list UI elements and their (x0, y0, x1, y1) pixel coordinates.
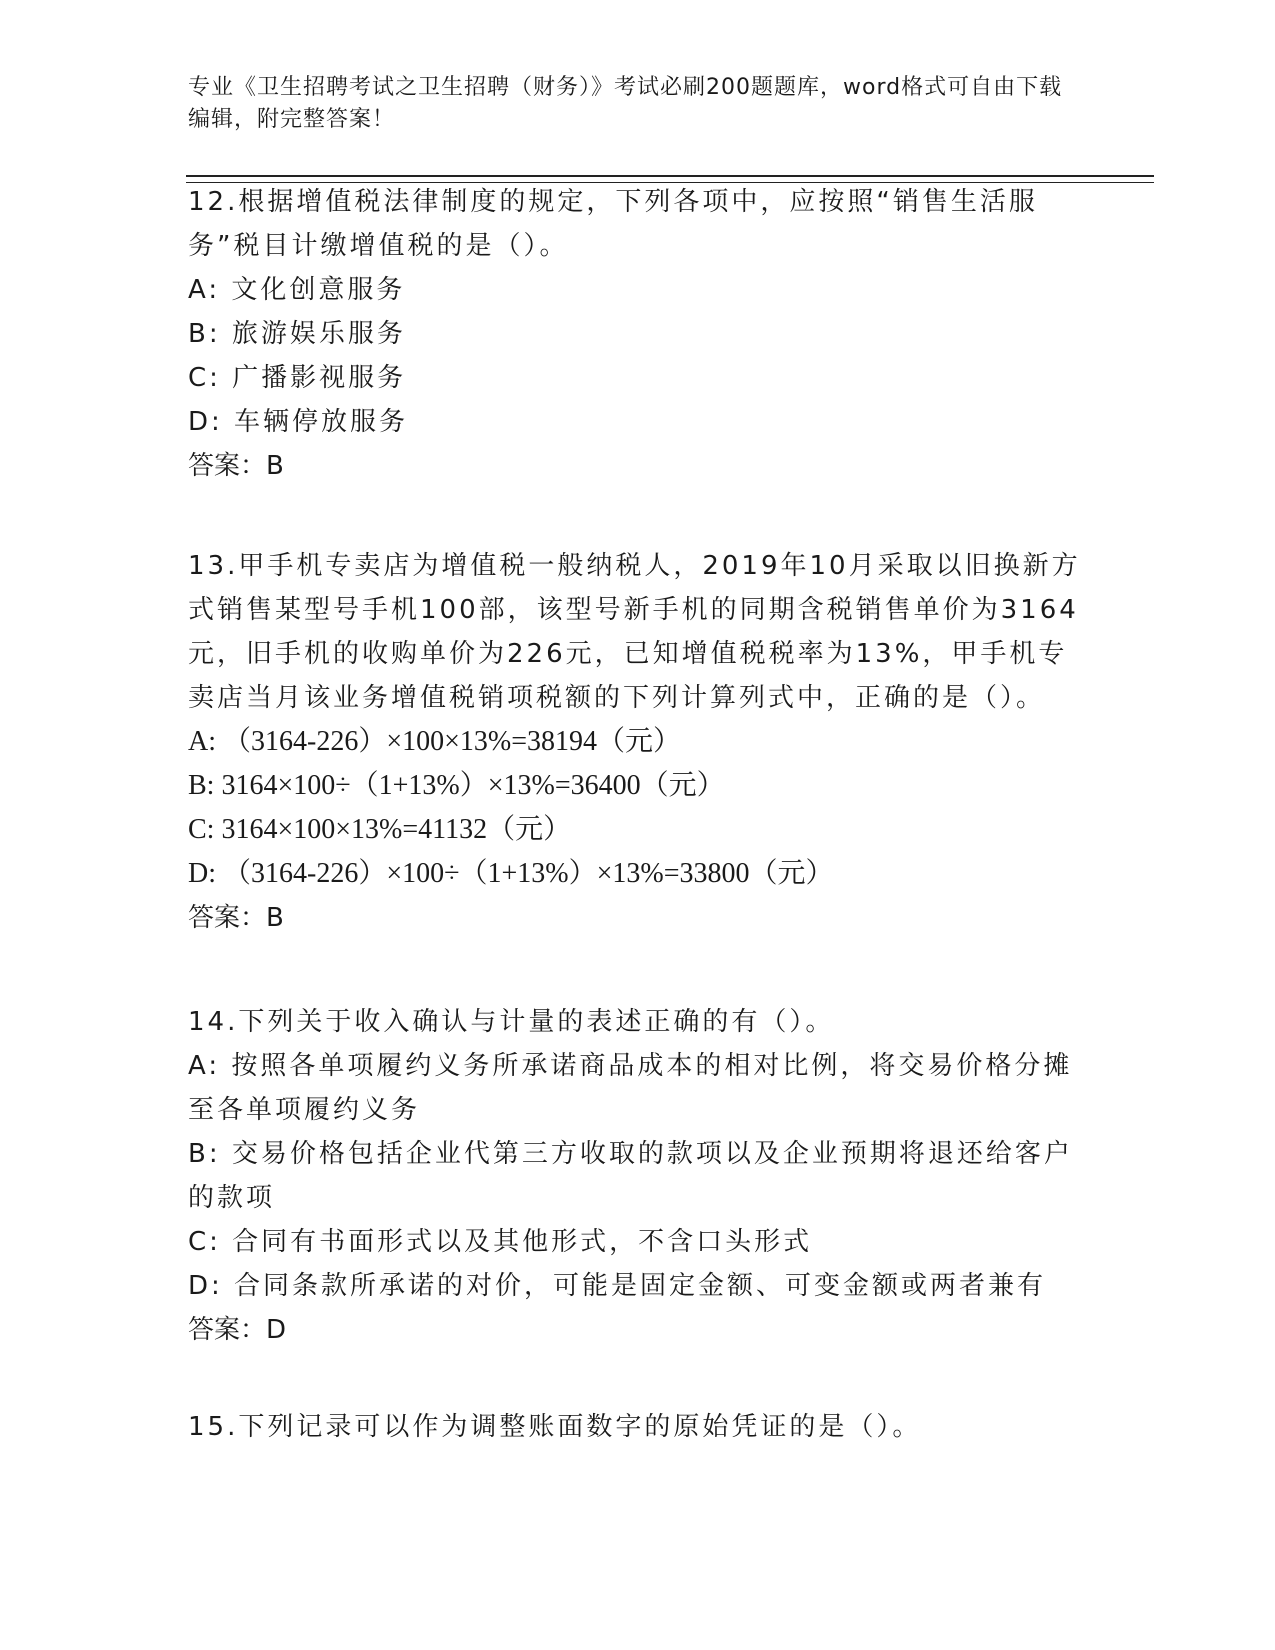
option-a: A: 文化创意服务 (188, 275, 406, 305)
question-14 (188, 1000, 1088, 1352)
option-d: D: 车辆停放服务 (188, 407, 409, 437)
option-c: C: 3164×100×13%=41132（元） (188, 814, 572, 845)
option-c: C: 广播影视服务 (188, 363, 407, 393)
answer: 答案：D (188, 1315, 287, 1345)
option-b: B: 交易价格包括企业代第三方收取的款项以及企业预期将退还给客户的款项 (188, 1139, 1073, 1213)
answer: 答案：B (188, 903, 284, 933)
option-a: A: （3164-226）×100×13%=38194（元） (188, 726, 682, 757)
question-12 (188, 180, 1088, 488)
question-text: 12.根据增值税法律制度的规定，下列各项中，应按照“销售生活服务”税目计缴增值税的是（）。 (188, 187, 1038, 261)
document-header: 专业《卫生招聘考试之卫生招聘（财务）》考试必刷200题题库，word格式可自由下载编辑，附完整答案！ (188, 75, 1063, 132)
option-c: C: 合同有书面形式以及其他形式，不含口头形式 (188, 1227, 813, 1257)
option-a: A: 按照各单项履约义务所承诺商品成本的相对比例，将交易价格分摊至各单项履约义务 (188, 1051, 1073, 1125)
option-b: B: 旅游娱乐服务 (188, 319, 406, 349)
option-d: D: 合同条款所承诺的对价，可能是固定金额、可变金额或两者兼有 (188, 1271, 1047, 1301)
question-13 (188, 544, 1088, 940)
answer: 答案：B (188, 451, 284, 481)
question-15 (188, 1405, 1088, 1449)
question-text: 13.甲手机专卖店为增值税一般纳税人，2019年10月采取以旧换新方式销售某型号手机100部，该型号新手机的同期含税销售单价为3164元，旧手机的收购单价为226元，已知增值税税率为13%，甲手机专卖店当月该业务增值税销项税额的下列计算列式中，正确的是（）。 (188, 551, 1081, 713)
option-b: B: 3164×100÷（1+13%）×13%=36400（元） (188, 770, 725, 801)
question-text: 14.下列关于收入确认与计量的表述正确的有（）。 (188, 1007, 835, 1037)
option-d: D: （3164-226）×100÷（1+13%）×13%=33800（元） (188, 858, 834, 889)
question-text: 15.下列记录可以作为调整账面数字的原始凭证的是（）。 (188, 1412, 922, 1442)
